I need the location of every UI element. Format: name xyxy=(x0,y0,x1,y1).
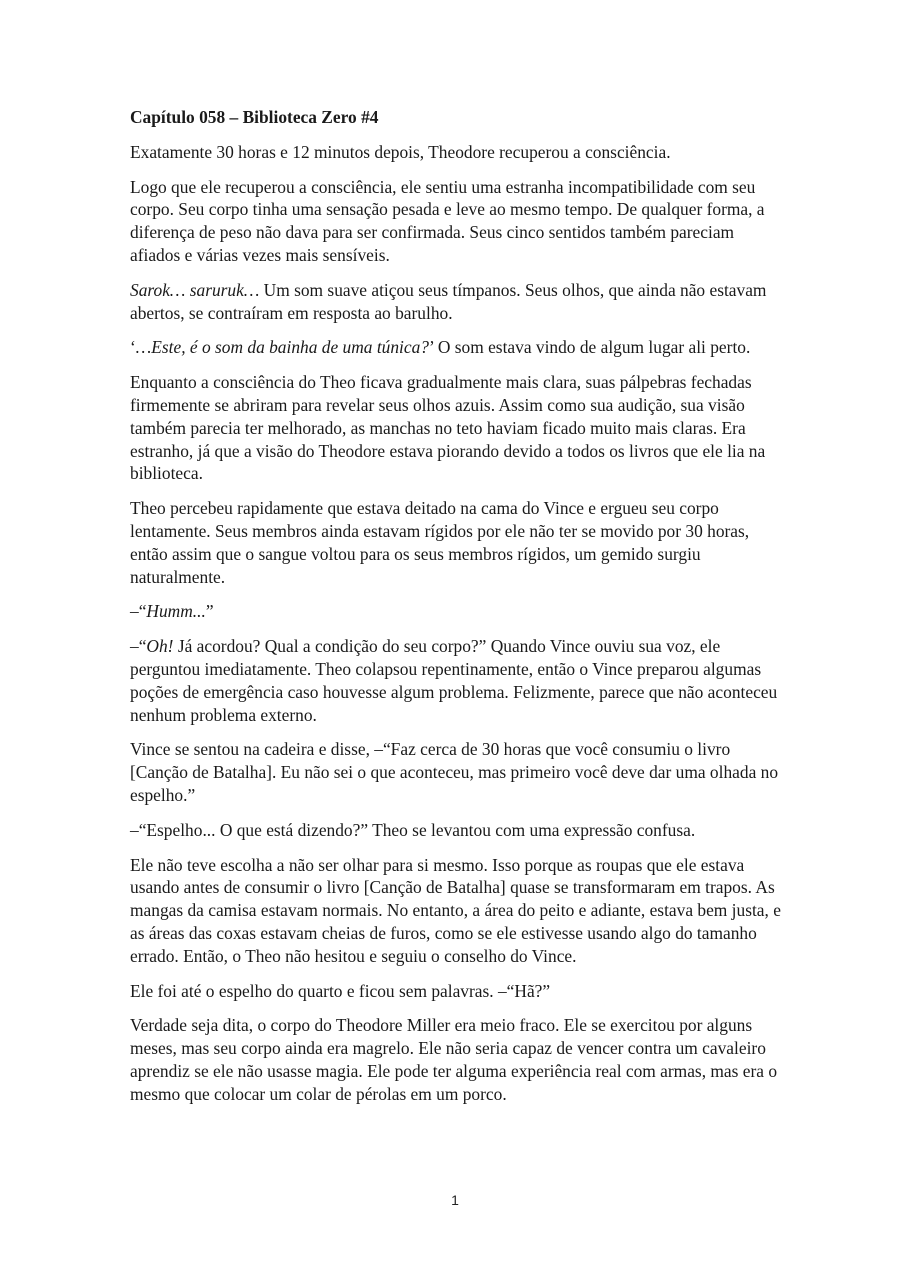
text-run: Enquanto a consciência do Theo ficava gradualmente mais clara, suas pálpebras fechadas firmemente se abriram para revelar seus olhos azuis. Assim como sua audição, sua visão também parecia ter melhorado, as manchas no teto haviam ficado muito mais claras. Era estranho, já que a visão do Theodore estava piorando devido a todos os livros que ele lia na biblioteca. xyxy=(130,372,766,484)
paragraph xyxy=(130,980,782,1003)
text-run: –“ xyxy=(130,636,147,657)
document-page xyxy=(130,106,782,1117)
paragraph xyxy=(130,336,782,359)
paragraph xyxy=(130,497,782,588)
text-run: –“ xyxy=(130,601,147,622)
text-run: Ele foi até o espelho do quarto e ficou sem palavras. –“Hã?” xyxy=(130,980,551,1001)
text-run: Vince se sentou na cadeira e disse, –“Faz cerca de 30 horas que você consumiu o livro [Canção de Batalha]. Eu não sei o que aconteceu, mas primeiro você deve dar uma olhada no espelho.” xyxy=(130,739,779,805)
document-body xyxy=(130,141,782,1106)
paragraph xyxy=(130,176,782,267)
paragraph xyxy=(130,854,782,968)
italic-text: Humm... xyxy=(146,601,206,622)
text-run: ” xyxy=(205,601,214,622)
text-run: Já acordou? Qual a condição do seu corpo?” Quando Vince ouviu sua voz, ele perguntou imediatamente. Theo colapsou repentinamente, então o Vince preparou algumas poções de emergência caso houvesse algum problema. Felizmente, parece que não aconteceu nenhum problema externo. xyxy=(130,636,778,725)
paragraph xyxy=(130,819,782,842)
paragraph xyxy=(130,1014,782,1105)
paragraph xyxy=(130,371,782,485)
page-number: 1 xyxy=(451,1192,459,1208)
text-run: Theo percebeu rapidamente que estava deitado na cama do Vince e ergueu seu corpo lentamente. Seus membros ainda estavam rígidos por ele não ter se movido por 30 horas, então assim que o sangue voltou para os seus membros rígidos, um gemido surgiu naturalmente. xyxy=(130,498,750,587)
italic-text: Sarok… saruruk… xyxy=(130,279,260,300)
italic-text: …Este, é o som da bainha de uma túnica? xyxy=(135,337,429,358)
paragraph xyxy=(130,600,782,623)
paragraph xyxy=(130,738,782,806)
paragraph xyxy=(130,279,782,325)
chapter-title: Capítulo 058 – Biblioteca Zero #4 xyxy=(130,107,379,127)
text-run: Logo que ele recuperou a consciência, ele sentiu uma estranha incompatibilidade com seu corpo. Seu corpo tinha uma sensação pesada e leve ao mesmo tempo. De qualquer forma, a diferença de peso não dava para ser confirmada. Seus cinco sentidos também pareciam afiados e várias vezes mais sensíveis. xyxy=(130,176,765,265)
paragraph xyxy=(130,635,782,726)
text-run: Verdade seja dita, o corpo do Theodore Miller era meio fraco. Ele se exercitou por alguns meses, mas seu corpo ainda era magrelo. Ele não seria capaz de vencer contra um cavaleiro aprendiz se ele não usasse magia. Ele pode ter alguma experiência real com armas, mas era o mesmo que colocar um colar de pérolas em um porco. xyxy=(130,1015,778,1104)
text-run: ‘ xyxy=(130,337,136,358)
text-run: Ele não teve escolha a não ser olhar para si mesmo. Isso porque as roupas que ele estava usando antes de consumir o livro [Canção de Batalha] quase se transformaram em trapos. As mangas da camisa estavam normais. No entanto, a área do peito e adiante, estava bem justa, e as áreas das coxas estavam cheias de furos, como se ele estivesse usando algo do tamanho errado. Então, o Theo não hesitou e seguiu o conselho do Vince. xyxy=(130,854,781,966)
text-run: Exatamente 30 horas e 12 minutos depois, Theodore recuperou a consciência. xyxy=(130,141,671,162)
paragraph xyxy=(130,141,782,164)
text-run: ’ O som estava vindo de algum lugar ali perto. xyxy=(429,337,751,358)
text-run: Um som suave atiçou seus tímpanos. Seus olhos, que ainda não estavam abertos, se contraíram em resposta ao barulho. xyxy=(130,279,767,323)
italic-text: Oh! xyxy=(146,636,174,657)
text-run: –“Espelho... O que está dizendo?” Theo se levantou com uma expressão confusa. xyxy=(130,819,696,840)
